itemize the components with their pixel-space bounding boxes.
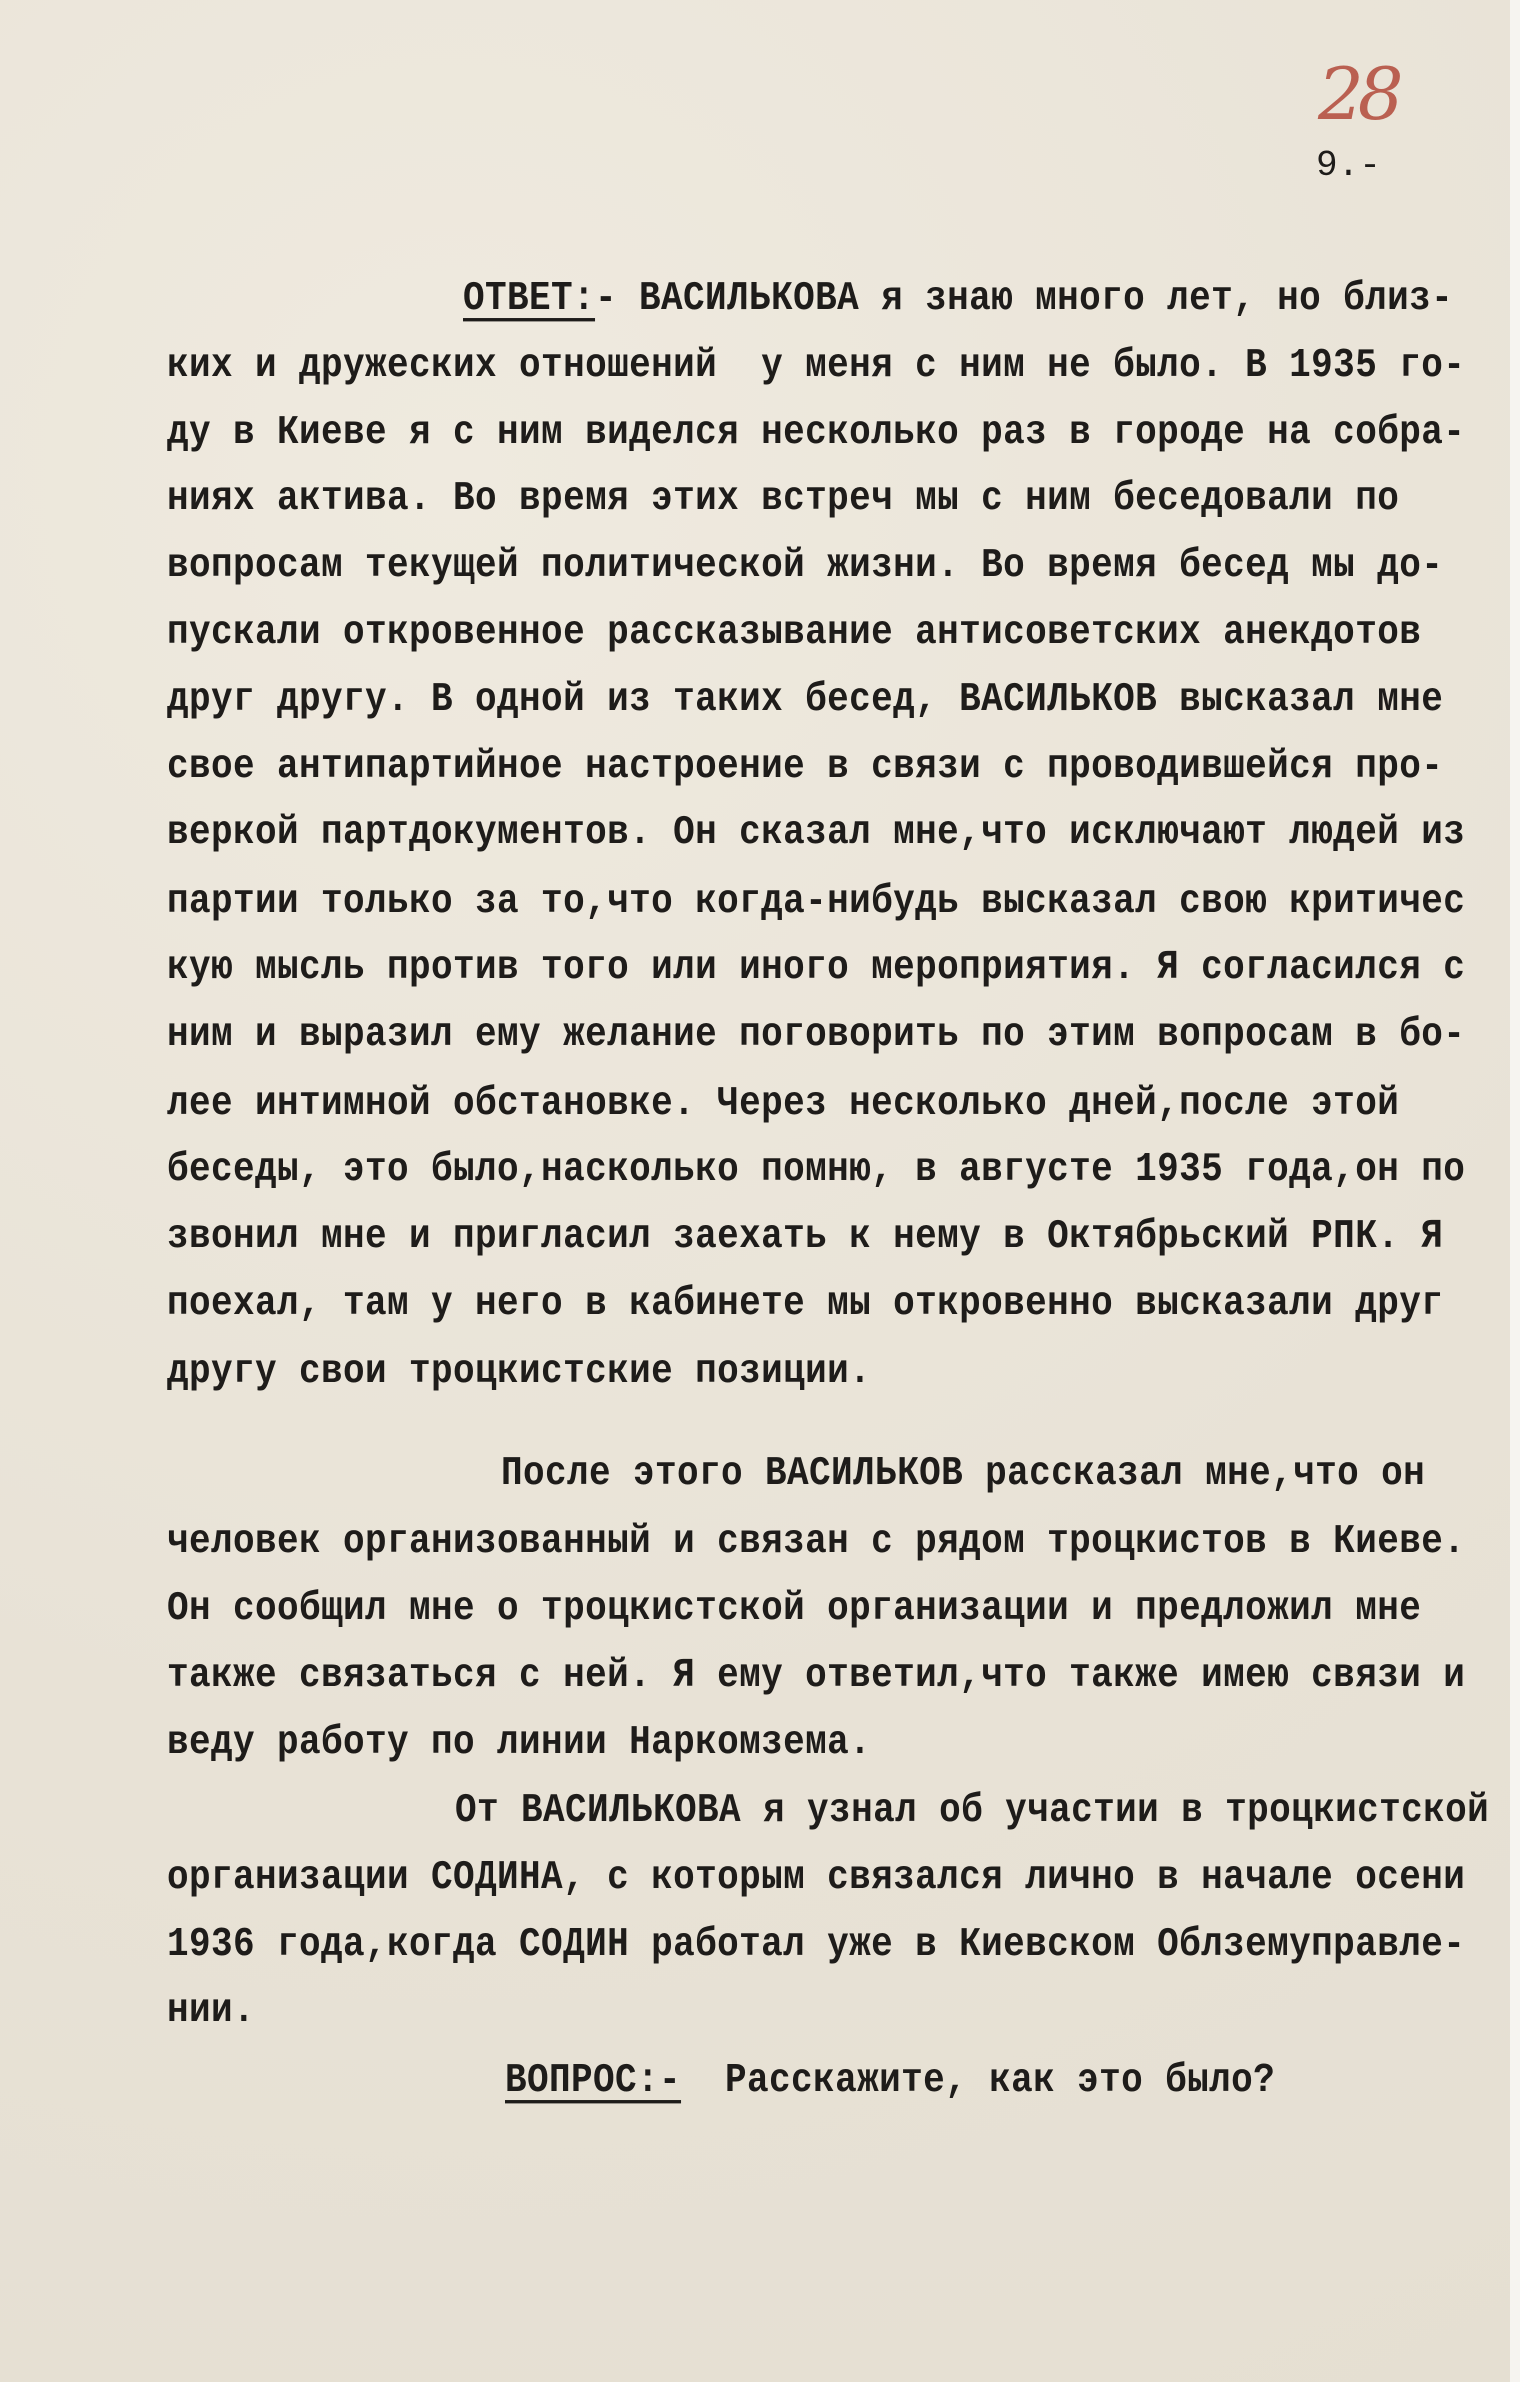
- page-edge: [1510, 0, 1520, 2382]
- text-line: друг другу. В одной из таких бесед, ВАСИЛЬКОВ высказал мне: [167, 676, 1444, 723]
- spacer: [681, 2057, 725, 2103]
- text-line: также связаться с ней. Я ему ответил,что также имею связи и: [167, 1652, 1466, 1699]
- text-line: веду работу по линии Наркомзема.: [167, 1719, 872, 1766]
- text-line-content: - ВАСИЛЬКОВА я знаю много лет, но близ-: [595, 275, 1454, 322]
- text-line: После этого ВАСИЛЬКОВ рассказал мне,что он: [501, 1450, 1426, 1497]
- question-text: Расскажите, как это было?: [725, 2057, 1276, 2104]
- question-label: ВОПРОС:-: [505, 2057, 682, 2104]
- text-line: кую мысль против того или иного мероприятия. Я согласился с: [167, 944, 1466, 991]
- question-line: [505, 2056, 1275, 2105]
- text-line: пускали откровенное рассказывание антисоветских анекдотов: [167, 609, 1422, 656]
- text-line: беседы, это было,насколько помню, в августе 1935 года,он по: [167, 1146, 1466, 1193]
- text-line: человек организованный и связан с рядом троцкистов в Киеве.: [167, 1518, 1466, 1565]
- text-line: свое антипартийное настроение в связи с проводившейся про-: [167, 743, 1444, 790]
- text-line: Он сообщил мне о троцкистской организации и предложил мне: [167, 1585, 1422, 1632]
- handwritten-folio-number: 28: [1318, 52, 1398, 136]
- text-line: организации СОДИНА, с которым связался лично в начале осени: [167, 1854, 1466, 1901]
- text-line: партии только за то,что когда-нибудь высказал свою критичес: [167, 878, 1466, 925]
- text-line: нии.: [167, 1987, 256, 2034]
- text-line: вопросам текущей политической жизни. Во время бесед мы до-: [167, 542, 1444, 589]
- text-line: лее интимной обстановке. Через несколько дней,после этой: [167, 1080, 1400, 1127]
- text-line: звонил мне и пригласил заехать к нему в Октябрьский РПК. Я: [167, 1213, 1444, 1260]
- text-line: 1936 года,когда СОДИН работал уже в Киевском Облземуправле-: [167, 1921, 1466, 1968]
- text-line: другу свои троцкистские позиции.: [167, 1348, 872, 1395]
- text-line: ких и дружеских отношений у меня с ним не было. В 1935 го-: [167, 342, 1466, 389]
- text-line: поехал, там у него в кабинете мы откровенно высказали друг: [167, 1280, 1444, 1327]
- text-line: От ВАСИЛЬКОВА я узнал об участии в троцкистской: [455, 1787, 1490, 1834]
- page-number: 9.-: [1316, 145, 1381, 186]
- text-line: веркой партдокументов. Он сказал мне,что исключают людей из: [167, 809, 1466, 856]
- text-line: ним и выразил ему желание поговорить по этим вопросам в бо-: [167, 1011, 1466, 1058]
- text-line: ниях актива. Во время этих встреч мы с ним беседовали по: [167, 475, 1400, 522]
- answer-label: ОТВЕТ:: [463, 275, 596, 322]
- text-line: [463, 274, 1453, 323]
- text-line: ду в Киеве я с ним виделся несколько раз в городе на собра-: [167, 409, 1466, 456]
